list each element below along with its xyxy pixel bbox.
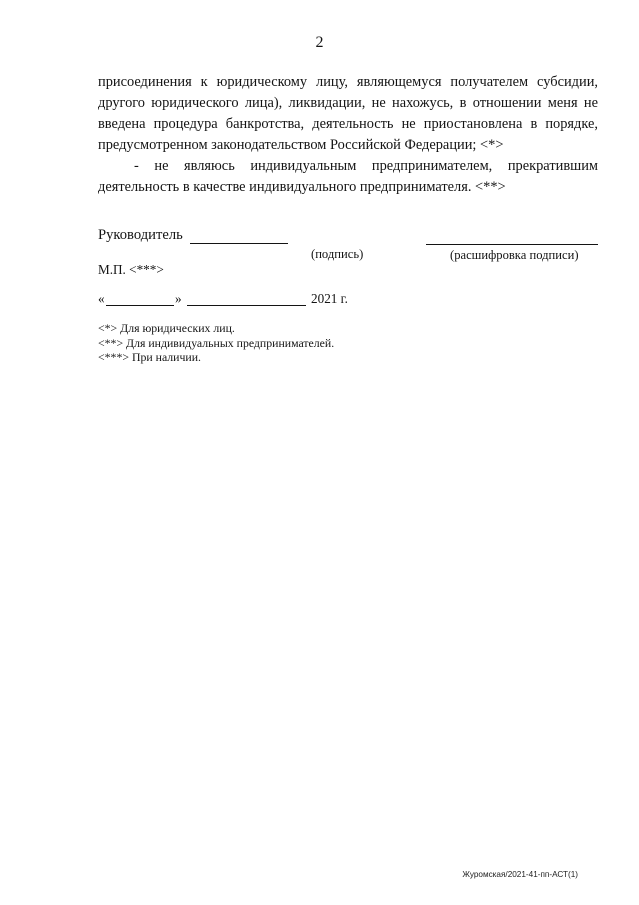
signature-caption: (подпись) [311, 247, 364, 261]
footnote: <**> Для индивидуальных предпринимателей. [98, 335, 335, 350]
date-close-quote: » [175, 291, 182, 306]
body-text [98, 72, 598, 198]
file-identifier: Журомская/2021-41-пп-АСТ(1) [462, 870, 578, 879]
date-month-line [187, 305, 306, 306]
footnotes [98, 321, 334, 365]
decoding-caption: (расшифровка подписи) [450, 248, 579, 262]
body-paragraph: присоединения к юридическому лицу, являющемуся получателем субсидии, другого юридического лица), ликвидации, не нахожусь, в отношении меня не введена процедура банкротства, деятельность не приостановлена в порядке, предусмотренном законодательством Российской Федерации; <*> [98, 74, 598, 153]
body-paragraph: - не являюсь индивидуальным предпринимателем, прекратившим деятельность в качестве индивидуального предпринимателя. <**> [98, 158, 598, 195]
page-number: 2 [315, 34, 324, 51]
footnote: <*> Для юридических лиц. [98, 321, 235, 335]
signature-role-label: Руководитель [98, 227, 183, 243]
date-year: 2021 г. [311, 291, 348, 306]
date-day-line [106, 305, 174, 306]
date-open-quote: « [98, 291, 105, 306]
signature-line [190, 243, 288, 244]
decoding-line [426, 244, 598, 245]
stamp-label: М.П. <***> [98, 262, 164, 277]
footnote: <***> При наличии. [98, 350, 201, 364]
